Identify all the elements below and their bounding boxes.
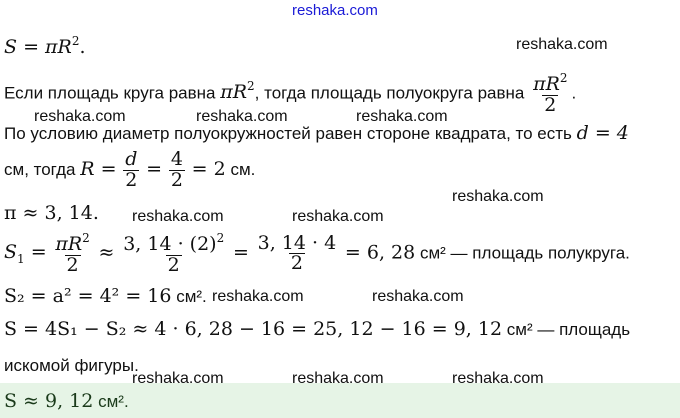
fraction: $\frac{\pi R^2}{2}$ bbox=[533, 71, 568, 116]
answer-formula: S ≈ 9, 12 bbox=[4, 390, 94, 412]
sentence-part: Если площадь круга равна bbox=[4, 83, 216, 103]
unit: см. bbox=[230, 159, 256, 179]
diameter-value: d = 4 bbox=[576, 122, 629, 144]
watermark: reshaka.com bbox=[452, 188, 544, 205]
sentence-part: , тогда площадь полуокруга равна bbox=[254, 83, 525, 103]
figure-label: искомой фигуры. bbox=[4, 356, 139, 375]
watermark: reshaka.com bbox=[212, 288, 304, 305]
sentence-part: см, тогда bbox=[4, 159, 76, 179]
watermark: reshaka.com bbox=[292, 370, 384, 387]
watermark: reshaka.com bbox=[292, 208, 384, 225]
figure-area-calc bbox=[4, 318, 630, 340]
pi-approx: π ≈ 3, 14. bbox=[4, 202, 99, 224]
watermark: reshaka.com bbox=[452, 370, 544, 387]
unit: см² — площадь bbox=[506, 320, 631, 339]
final-answer bbox=[4, 390, 129, 412]
fraction: $\frac{3, 14 \cdot 4}{2}$ bbox=[257, 231, 337, 275]
unit: см². bbox=[98, 392, 129, 411]
watermark: reshaka.com bbox=[132, 370, 224, 387]
fraction: $\frac{d}{2}$ bbox=[125, 148, 138, 191]
fraction: $\frac{3, 14 \cdot (2)^2}{2}$ bbox=[123, 231, 225, 276]
watermark: reshaka.com bbox=[132, 208, 224, 225]
watermark: reshaka.com bbox=[516, 36, 608, 53]
unit: см² — площадь полукруга. bbox=[419, 243, 630, 263]
fraction: $\frac{\pi R^2}{2}$ bbox=[55, 231, 90, 276]
watermark: reshaka.com bbox=[356, 108, 448, 125]
square-area-calc bbox=[4, 285, 207, 307]
figure-formula: S = 4S₁ − S₂ ≈ 4 · 6, 28 − 16 = 25, 12 − 16 = 9, 12 bbox=[4, 318, 503, 340]
radius-sentence: см, тогда R = $\frac{d}{2}$ = $\frac{4}{2}$ = 2 см. bbox=[4, 148, 256, 191]
watermark: reshaka.com bbox=[196, 108, 288, 125]
sentence-part: По условию диаметр полуокружностей равен стороне квадрата, то есть bbox=[4, 124, 572, 143]
square-formula: S₂ = a² = 4² = 16 bbox=[4, 285, 172, 307]
fraction: $\frac{4}{2}$ bbox=[170, 148, 183, 191]
semicircle-area-sentence: Если площадь круга равна $\pi R^2$, тогда площадь полуокруга равна $\frac{\pi R^2}{2}$ . bbox=[4, 71, 577, 116]
site-brand[interactable]: reshaka.com bbox=[292, 2, 378, 19]
area-formula: $S = \pi R^2$. bbox=[4, 34, 86, 58]
watermark: reshaka.com bbox=[34, 108, 126, 125]
unit: см². bbox=[176, 287, 207, 306]
watermark: reshaka.com bbox=[372, 288, 464, 305]
semicircle-area-calc: $S_1$ = $\frac{\pi R^2}{2}$ ≈ $\frac{3, 14 \cdot (2)^2}{2}$ = $\frac{3, 14 \cdot 4}{2}$ = 6, 28 см² — площадь полукруга. bbox=[4, 231, 630, 276]
